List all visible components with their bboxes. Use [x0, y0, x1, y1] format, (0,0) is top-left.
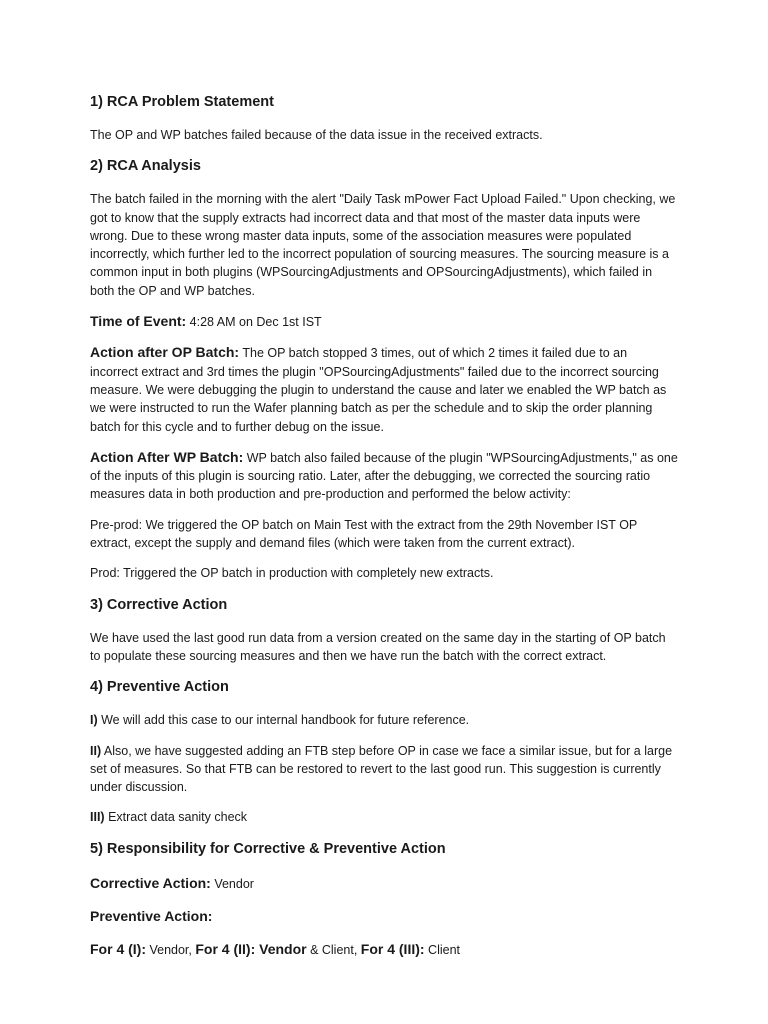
corrective-responsibility-value: Vendor: [210, 876, 254, 891]
action-after-op-batch: [90, 343, 678, 435]
for-4-i-label: For 4 (I):: [90, 940, 146, 957]
preventive-item-text: Extract data sanity check: [104, 810, 248, 825]
preventive-item-text: Also, we have suggested adding an FTB step before OP in case we face a similar issue, but for a large set of measures. So that FTB can be restored to revert to the last good run. This suggestion is currently under discussion.: [90, 743, 673, 795]
pre-prod-text: Pre-prod: We triggered the OP batch on Main Test with the extract from the 29th November IST OP extract, except the supply and demand files (which were taken from the current extract).: [90, 517, 638, 551]
preventive-item-text: We will add this case to our internal handbook for future reference.: [97, 713, 470, 728]
for-4-i-value: Vendor,: [146, 942, 196, 957]
preventive-responsibility-label: Preventive Action:: [90, 907, 213, 924]
preventive-responsibility-breakdown: [90, 939, 678, 960]
section-heading-preventive-action: 4) Preventive Action: [90, 679, 229, 696]
preventive-item: [90, 808, 678, 826]
action-after-wp-batch: [90, 448, 678, 504]
corrective-responsibility-label: Corrective Action:: [90, 874, 211, 891]
time-of-event-label: Time of Event:: [90, 313, 187, 330]
preventive-item: [90, 711, 678, 729]
problem-statement-text: The OP and WP batches failed because of the data issue in the received extracts.: [90, 128, 543, 142]
for-4-iii-value: Client: [424, 942, 460, 957]
corrective-responsibility: [90, 873, 678, 894]
section-heading-responsibility: 5) Responsibility for Corrective & Preventive Action: [90, 840, 446, 857]
preventive-responsibility: [90, 906, 678, 927]
action-after-wp-batch-text: WP batch also failed because of the plugin "WPSourcingAdjustments," as one of the inputs of this plugin is sourcing ratio. Later, after the debugging, we corrected the sourcing ratio measures data in both production and pre-production and performed the below activity:: [90, 450, 678, 502]
preventive-item: [90, 742, 678, 797]
corrective-action-text: We have used the last good run data from a version created on the same day in the starting of OP batch to populate these sourcing measures and then we have run the batch with the correct extract.: [90, 630, 666, 663]
for-4-iii-label: For 4 (III):: [360, 940, 425, 957]
action-after-op-batch-label: Action after OP Batch:: [90, 344, 240, 361]
preventive-item-number: I): [90, 713, 98, 728]
for-4-ii-label: For 4 (II): Vendor: [195, 940, 307, 957]
preventive-item-number: III): [90, 810, 105, 825]
time-of-event: [90, 312, 678, 331]
action-after-op-batch-text: The OP batch stopped 3 times, out of which 2 times it failed due to an incorrect extract and 3rd times the plugin "OPSourcingAdjustments" failed due to the incorrect sourcing measure. We were debugging the plugin to understand the cause and later we enabled the WP batch as we were instructed to run the Wafer planning batch as per the schedule and to skip the order planning batch for this cycle and to further debug on the issue.: [90, 346, 667, 434]
rca-analysis-text: The batch failed in the morning with the alert "Daily Task mPower Fact Upload Failed." Upon checking, we got to know that the supply extracts had incorrect data and that most of the master data inputs were wrong. Due to these wrong master data inputs, some of the association measures were populated incorrectly, which further led to the incorrect population of sourcing measures. The sourcing measure is a common input in both plugins (WPSourcingAdjustments and OPSourcingAdjustments), which failed in both the OP and WP batches.: [90, 192, 676, 298]
section-heading-corrective-action: 3) Corrective Action: [90, 596, 228, 613]
time-of-event-value: 4:28 AM on Dec 1st IST: [186, 315, 322, 330]
action-after-wp-batch-label: Action After WP Batch:: [90, 448, 244, 465]
section-heading-rca-analysis: 2) RCA Analysis: [90, 158, 201, 175]
preventive-item-number: II): [90, 743, 102, 758]
for-4-ii-value: & Client,: [306, 942, 361, 957]
prod-text: Prod: Triggered the OP batch in production with completely new extracts.: [90, 566, 494, 581]
section-heading-problem-statement: 1) RCA Problem Statement: [90, 94, 274, 110]
